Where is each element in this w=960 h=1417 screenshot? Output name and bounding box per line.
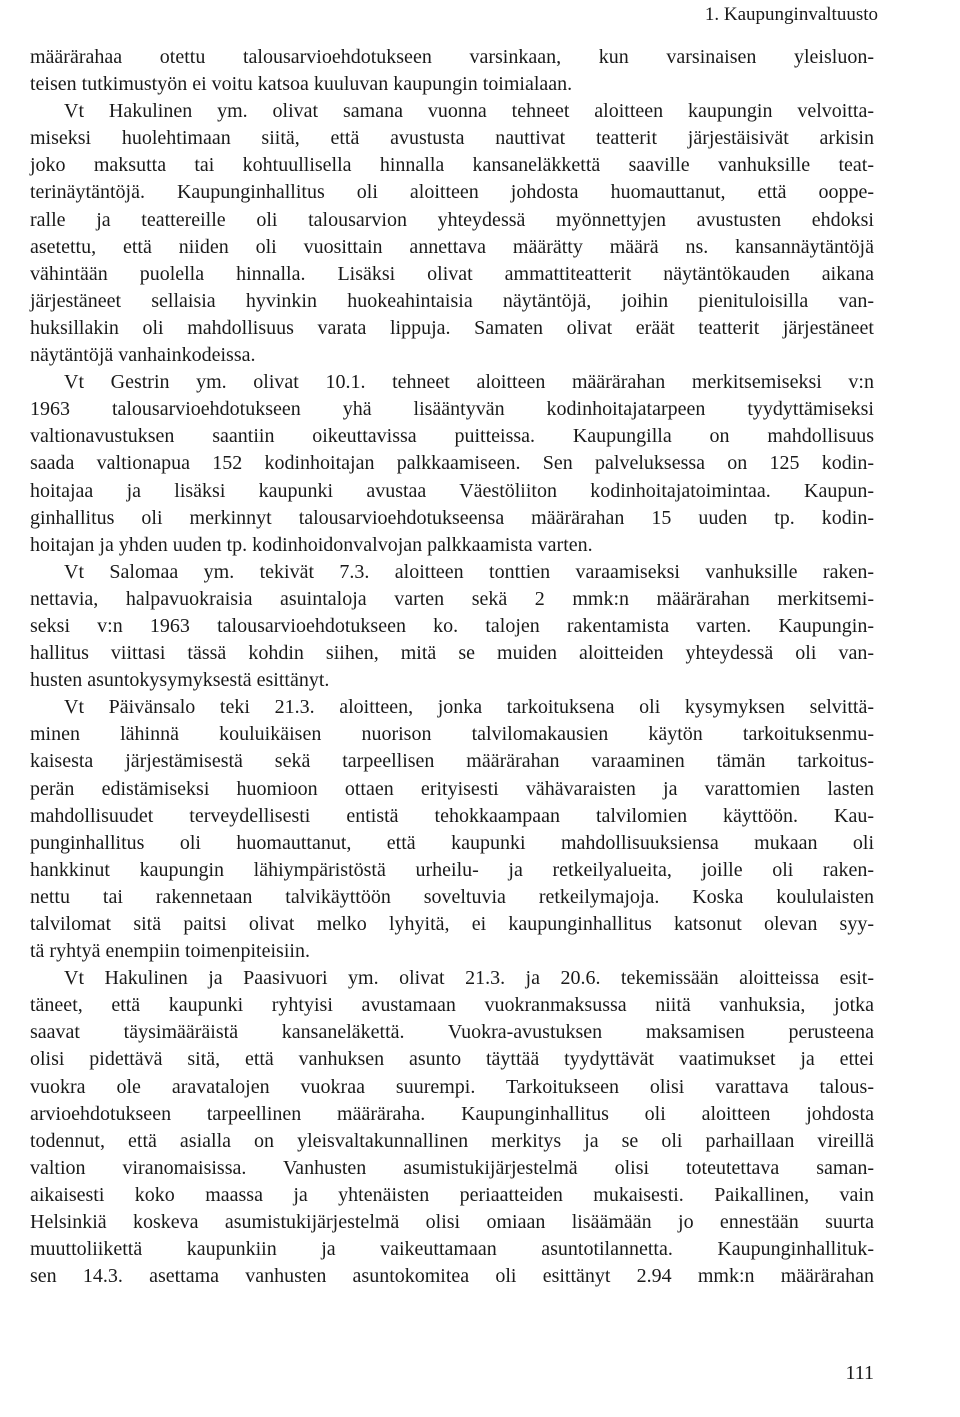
text-line: Vt Salomaa ym. tekivät 7.3. aloitteen tonttien varaamiseksi vanhuksille raken- xyxy=(64,560,874,583)
text-line: tä ryhtyä enempiin toimenpiteisiin. xyxy=(30,940,310,963)
body-text xyxy=(30,44,874,1290)
text-line: määrärahaa otettu talousarvioehdotukseen varsinkaan, kun varsinaisen yleisluon- xyxy=(30,46,874,68)
text-line: Vt Hakulinen ym. olivat samana vuonna tehneet aloitteen kaupungin velvoitta- xyxy=(64,100,874,123)
text-line: talvilomat sitä paitsi olivat melko lyhyitä, ei kaupunginhallitus katsonut olevan syy- xyxy=(30,913,874,935)
running-header: 1. Kaupunginvaltuusto xyxy=(704,4,878,25)
text-line: aikaisesti koko maassa ja yhtenäisten periaatteiden mukaisesti. Paikallinen, vain xyxy=(30,1183,874,1206)
text-line: hoitajaa ja lisäksi kaupunki avustaa Väestöliiton kodinhoitajatoimintaa. Kaupun- xyxy=(30,479,874,502)
text-line: joko maksutta tai kohtuullisella hinnalla kansaneläkkettä saaville vanhuksille teat- xyxy=(30,154,874,177)
text-line: olisi pidettävä sitä, että vanhuksen asunto täyttää tyydyttävät vaatimukset ja ettei xyxy=(30,1048,874,1071)
text-line: nettavia, halpavuokraisia asuintaloja varten sekä 2 mmk:n määrärahan merkitsemi- xyxy=(30,587,874,610)
text-line: hankkinut kaupungin lähiympäristöstä urheilu- ja retkeilyalueita, joille oli raken- xyxy=(30,858,874,881)
text-line: saada valtionapua 152 kodinhoitajan palkkaamiseen. Sen palveluksessa on 125 kodin- xyxy=(30,452,874,475)
text-line: hoitajan ja yhden uuden tp. kodinhoidonvalvojan palkkaamista varten. xyxy=(30,533,593,556)
text-line: teisen tutkimustyön ei voitu katsoa kuuluvan kaupungin toimialaan. xyxy=(30,73,573,96)
text-line: 1963 talousarvioehdotukseen yhä lisääntyvän kodinhoitajatarpeen tyydyttämiseksi xyxy=(30,398,874,421)
text-line: vuokra ole aravatalojen vuokraa suurempi. Tarkoitukseen olisi varattava talous- xyxy=(30,1075,874,1098)
text-line: saavat täysimääräistä kansaneläkettä. Vuokra-avustuksen maksamisen perusteena xyxy=(30,1021,874,1044)
text-line: muuttoliikettä kaupunkiin ja vaikeuttamaan asuntotilannetta. Kaupunginhallituk- xyxy=(30,1238,874,1261)
text-line: valtion viranomaisissa. Vanhusten asumistukijärjestelmä olisi toteutettava saman- xyxy=(30,1156,874,1179)
text-line: ginhallitus oli merkinnyt talousarvioehdotukseensa määrärahan 15 uuden tp. kodin- xyxy=(30,506,874,529)
text-line: seksi v:n 1963 talousarvioehdotukseen ko. talojen rakentamista varten. Kaupungin- xyxy=(30,614,874,637)
text-line: Vt Gestrin ym. olivat 10.1. tehneet aloitteen määrärahan merkitsemiseksi v:n xyxy=(64,371,874,394)
text-line: Vt Hakulinen ja Paasivuori ym. olivat 21.3. ja 20.6. tekemissään aloitteissa esit- xyxy=(64,967,874,990)
text-line: miseksi huolehtimaan siitä, että avustusta nauttivat teatterit järjestäisivät arkisin xyxy=(30,127,874,150)
text-line: mahdollisuudet terveydellisesti entistä tehokkaampaan talvilomien käyttöön. Kau- xyxy=(30,804,874,827)
text-line: valtionavustuksen saantiin oikeuttavissa puitteissa. Kaupungilla on mahdollisuus xyxy=(30,425,874,448)
text-line: terinäytäntöjä. Kaupunginhallitus oli aloitteen johdosta huomauttanut, että ooppe- xyxy=(30,181,874,204)
text-line: punginhallitus oli huomauttanut, että kaupunki mahdollisuuksiensa mukaan oli xyxy=(30,831,874,854)
text-line: husten asuntokysymyksestä esittänyt. xyxy=(30,669,330,692)
text-line: hallitus viittasi tässä kohdin siihen, mitä se muiden aloitteiden yhteydessä oli van- xyxy=(30,642,874,665)
text-line: nettu tai rakennetaan talvikäyttöön soveltuvia retkeilymajoja. Koska koululaisten xyxy=(30,885,874,908)
text-line: täneet, että kaupunki ryhtyisi avustamaan vuokranmaksussa niitä vanhuksia, jotka xyxy=(30,994,874,1017)
text-line: näytäntöjä vanhainkodeissa. xyxy=(30,344,256,367)
text-line: kaisesta järjestämisestä sekä tarpeellisen määrärahan varaaminen tämän tarkoitus- xyxy=(30,750,874,773)
page-number: 111 xyxy=(845,1362,874,1384)
text-line: perän edistämiseksi huomioon ottaen erityisesti vähävaraisten ja varattomien lasten xyxy=(30,777,874,800)
text-line: sen 14.3. asettama vanhusten asuntokomitea oli esittänyt 2.94 mmk:n määrärahan xyxy=(30,1265,874,1288)
text-line: vähintään puolella hinnalla. Lisäksi olivat ammattiteatterit näytäntökauden aikana xyxy=(30,262,874,285)
text-line: Helsinkiä koskeva asumistukijärjestelmä olisi omiaan lisäämään jo ennestään suurta xyxy=(30,1211,874,1234)
text-line: todennut, että asialla on yleisvaltakunnallinen merkitys ja se oli parhaillaan vireillä xyxy=(30,1129,874,1152)
text-line: järjestäneet sellaisia hyvinkin huokeahintaisia näytäntöjä, joihin pienituloisilla van- xyxy=(30,289,874,312)
text-line: Vt Päivänsalo teki 21.3. aloitteen, jonka tarkoituksena oli kysymyksen selvittä- xyxy=(64,696,874,719)
text-line: huksillakin oli mahdollisuus varata lippuja. Samaten olivat eräät teatterit järjestäneet xyxy=(30,316,874,339)
text-line: arvioehdotukseen tarpeellinen määräraha. Kaupunginhallitus oli aloitteen johdosta xyxy=(30,1102,874,1125)
text-line: asetettu, että niiden oli vuosittain annettava määrätty määrä ns. kansannäytäntöjä xyxy=(30,235,874,258)
text-line: minen lähinnä kouluikäisen nuorison talvilomakausien käytön tarkoituksenmu- xyxy=(30,723,874,746)
text-line: ralle ja teattereille oli talousarvion yhteydessä myönnettyjen avustusten ehdoksi xyxy=(30,208,874,231)
